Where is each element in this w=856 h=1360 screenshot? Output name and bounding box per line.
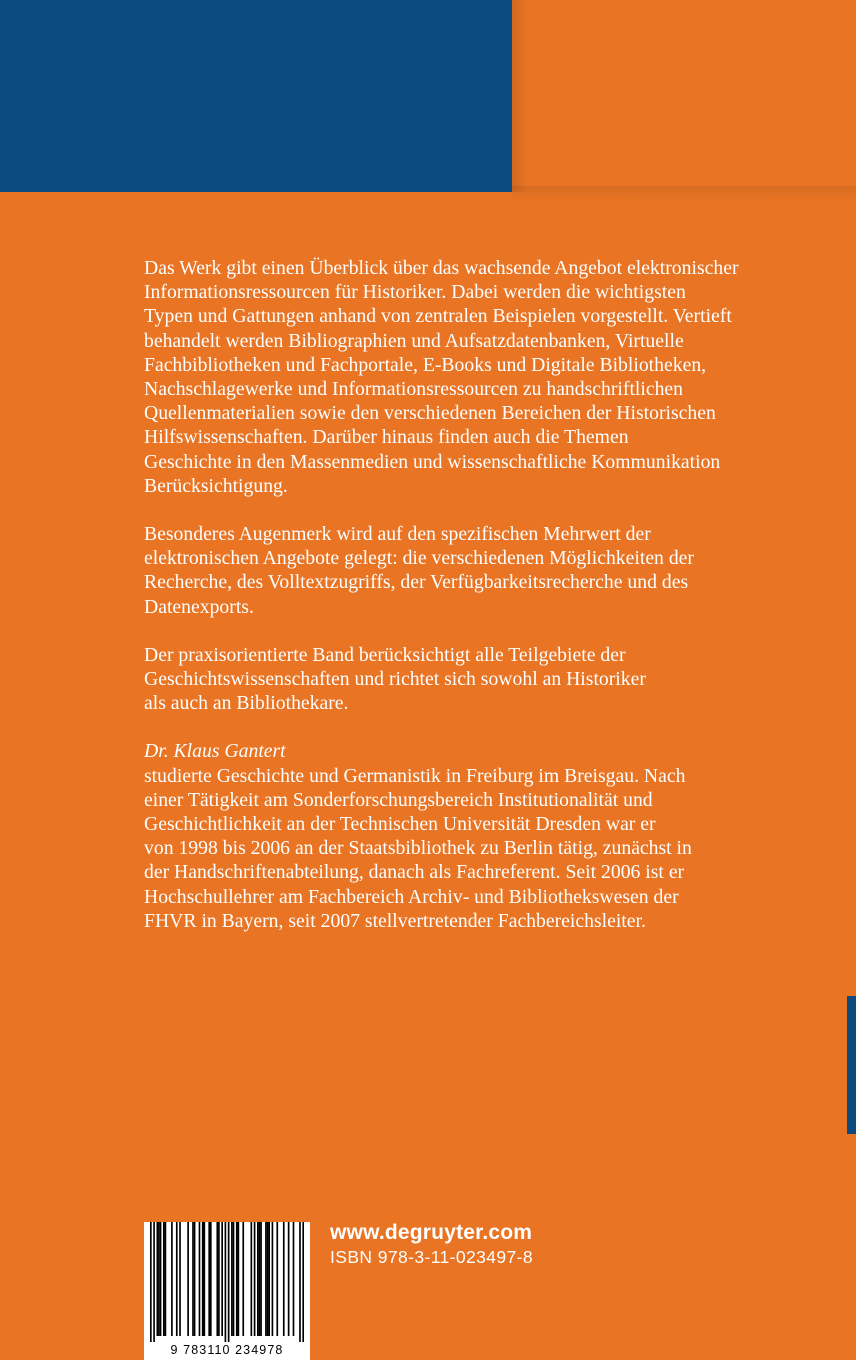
cover-shadow-horizontal: [512, 186, 856, 200]
barcode-bar: [163, 1222, 165, 1336]
barcode-bar: [238, 1222, 240, 1336]
barcode-bar: [259, 1222, 261, 1336]
barcode-bar: [179, 1222, 181, 1336]
barcode-bar: [276, 1222, 278, 1336]
publisher-info: [330, 1220, 533, 1268]
barcode-bar: [153, 1222, 155, 1342]
barcode-bar: [293, 1222, 295, 1336]
barcode-bar: [176, 1222, 178, 1336]
barcode-bar: [202, 1222, 204, 1336]
back-cover-text: [144, 256, 784, 933]
barcode-bar: [236, 1222, 238, 1336]
barcode-bar: [299, 1222, 301, 1342]
barcode-bar: [267, 1222, 269, 1336]
cover-blue-edge-strip: [847, 996, 856, 1134]
author-bio: studierte Geschichte und Germanistik in Freiburg im Breisgau. Nach einer Tätigkeit am Sonderforschungsbereich Institutionalität und Geschichtlichkeit an der Technischen Universität Dresden war er von 1998 bis 2006 an der Staatsbibliothek zu Berlin tätig, zunächst in der Handschriftenabteilung, danach als Fachreferent. Seit 2006 ist er Hochschullehrer am Fachbereich Archiv- und Bibliothekswesen der FHVR in Bayern, seit 2007 stellvertretender Fachbereichsleiter.: [144, 764, 692, 932]
barcode-bar: [160, 1222, 162, 1336]
barcode-bar: [158, 1222, 160, 1336]
barcode-bar: [228, 1222, 230, 1342]
cover-blue-block: [0, 0, 512, 192]
publisher-url[interactable]: www.degruyter.com: [330, 1221, 533, 1244]
barcode-bar: [218, 1222, 220, 1336]
isbn-number: ISBN 978-3-11-023497-8: [330, 1247, 534, 1267]
barcode-bar: [231, 1222, 233, 1336]
barcode-bar: [272, 1222, 274, 1336]
blurb-paragraph-1: Das Werk gibt einen Überblick über das wachsende Angebot elektronischer Informationsressourcen für Historiker. Dabei werden die wichtigsten Typen und Gattungen anhand von zentralen Beispielen vorgestellt. Vertieft behandelt werden Bibliographien und Aufsatzdatenbanken, Virtuelle Fachbibliotheken und Fachportale, E-Books und Digitale Bibliotheken, Nachschlagewerke und Informationsressourcen zu handschriftlichen Quellenmaterialien sowie den verschiedenen Bereichen der Historischen Hilfswissenschaften. Darüber hinaus finden auch die Themen Geschichte in den Massenmedien und wissenschaftliche Kommunikation Berücksichtigung.: [144, 257, 739, 497]
barcode-bar: [242, 1222, 244, 1336]
barcode-bar: [225, 1222, 227, 1342]
blurb-paragraph-2: Besonderes Augenmerk wird auf den spezifischen Mehrwert der elektronischen Angebote gelegt: die verschiedenen Möglichkeiten der Recherche, des Volltextzugriffs, der Verfügbarkeitsrecherche und des Datenexports.: [144, 523, 694, 618]
barcode-bar: [216, 1222, 218, 1336]
barcode-bar: [194, 1222, 196, 1336]
barcode-bar: [171, 1222, 173, 1336]
blurb-paragraph-3: Der praxisorientierte Band berücksichtigt alle Teilgebiete der Geschichtswissenschaften und richtet sich sowohl an Historiker als auch an Bibliothekare.: [144, 643, 646, 715]
barcode-bar: [165, 1222, 167, 1336]
barcode-bar: [150, 1222, 152, 1342]
barcode-bar: [199, 1222, 201, 1336]
barcode-bar: [251, 1222, 253, 1336]
barcode-digits: 9 783110 234978: [170, 1343, 284, 1357]
barcode-bar: [203, 1222, 205, 1336]
barcode-bar: [210, 1222, 212, 1336]
author-name: Dr. Klaus Gantert: [144, 740, 286, 763]
barcode-bars: [150, 1222, 304, 1342]
barcode-bar: [156, 1222, 158, 1336]
barcode-bar: [257, 1222, 259, 1336]
barcode-bar: [283, 1222, 285, 1336]
barcode-bar: [192, 1222, 194, 1336]
isbn-barcode: [144, 1222, 310, 1360]
barcode-bar: [254, 1222, 256, 1336]
barcode-bar: [265, 1222, 267, 1336]
barcode-bar: [208, 1222, 210, 1336]
barcode-bar: [187, 1222, 189, 1336]
barcode-bar: [268, 1222, 270, 1336]
barcode-bar: [233, 1222, 235, 1336]
barcode-bar: [302, 1222, 304, 1342]
barcode-bar: [221, 1222, 223, 1336]
barcode-bar: [288, 1222, 290, 1336]
barcode-bar: [260, 1222, 262, 1336]
cover-shadow-vertical: [512, 0, 528, 192]
